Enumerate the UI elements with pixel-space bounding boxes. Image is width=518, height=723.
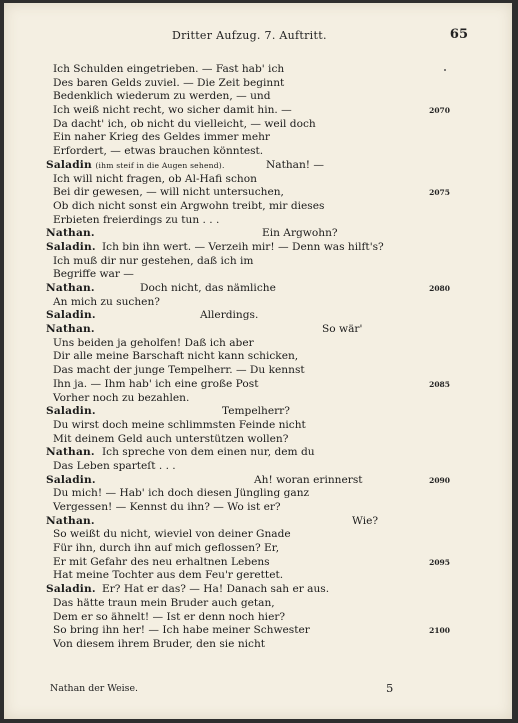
line-text: Dem er so ähnelt! — Ist er denn noch hier?: [53, 610, 286, 623]
line-text: Ihn ja. — Ihm hab' ich eine große Post: [53, 377, 259, 390]
verse-line: [4, 186, 512, 200]
line-text: Er mit Gefahr des neu erhaltnen Lebens: [53, 555, 270, 568]
verse-line: [4, 77, 512, 91]
verse-line: [4, 419, 512, 433]
line-number: 2075: [429, 188, 450, 198]
speech-line: [4, 159, 512, 173]
verse-line: [4, 350, 512, 364]
speech-line: [4, 323, 512, 337]
line-text: Das macht der junge Tempelherr. — Du kennst: [53, 364, 305, 377]
line-text: Das Leben sparteſt . . .: [53, 459, 176, 472]
verse-line: [4, 104, 512, 118]
line-text: An mich zu suchen?: [53, 295, 160, 308]
line-text: So wär': [322, 323, 363, 336]
line-number: 2080: [429, 284, 450, 293]
verse-line: [4, 460, 512, 474]
line-text: Er? Hat er das? — Ha! Danach sah er aus.: [102, 583, 330, 596]
verse-line: [4, 378, 512, 392]
line-text: Ich bin ihn wert. — Verzeih mir! — Denn was hilft's?: [102, 240, 384, 253]
line-text: Ob dich nicht sonst ein Argwohn treibt, mir dieses: [53, 199, 325, 212]
speech-line: [4, 227, 512, 241]
sheet-number: 5: [386, 681, 394, 695]
speech-line: [4, 309, 512, 323]
verse-line: [4, 337, 512, 351]
line-text: Ich will nicht fragen, ob Al-Hafi schon: [53, 172, 257, 185]
page-number: 65: [449, 27, 468, 42]
verse-line: [4, 296, 512, 310]
line-text: Ich spreche von dem einen nur, dem du: [102, 446, 315, 459]
verse-line: [4, 173, 512, 187]
speaker-name: Saladin: [46, 158, 92, 171]
verse-line: [4, 487, 512, 501]
verse-line: [4, 392, 512, 406]
verse-line: [4, 364, 512, 378]
line-text: Bedenklich wiederum zu werden, — und: [53, 90, 271, 103]
line-text: Dir alle meine Barschaft nicht kann schicken,: [53, 350, 299, 363]
line-number: 2100: [429, 626, 450, 636]
line-text: Nathan! —: [266, 158, 325, 171]
stage-direction: (ihm steif in die Augen sehend).: [95, 160, 225, 170]
verse-line: [4, 131, 512, 145]
line-text: Hat meine Tochter aus dem Feu'r gerettet.: [53, 569, 284, 582]
speech-line: [4, 241, 512, 255]
verse-line: [4, 556, 512, 570]
speaker-name: Nathan.: [46, 446, 95, 459]
verse-line: [4, 569, 512, 583]
verse-line: [4, 433, 512, 447]
verse-line: [4, 255, 512, 269]
line-text: Mit deinem Geld auch unterstützen wollen?: [53, 432, 289, 445]
line-text: Allerdings.: [200, 309, 259, 322]
line-text: Ich Schulden eingetrieben. — Fast hab' ich: [53, 63, 285, 75]
line-text: Uns beiden ja geholfen! Daß ich aber: [53, 336, 254, 349]
speech-line: [4, 474, 512, 488]
line-number: 2095: [429, 557, 450, 567]
line-text: So weißt du nicht, wieviel von deiner Gnade: [53, 528, 291, 541]
line-number: 2090: [429, 475, 450, 485]
line-text: Ein Argwohn?: [262, 227, 338, 240]
speaker-name: Saladin.: [46, 240, 96, 253]
verse-line: [4, 624, 512, 638]
line-text: Da dacht' ich, ob nicht du vielleicht, — weil doch: [53, 117, 316, 130]
line-text: Wie?: [352, 514, 379, 527]
speaker-name: Nathan.: [46, 323, 95, 336]
speech-line: [4, 282, 512, 296]
play-text: [4, 63, 512, 652]
verse-line: [4, 528, 512, 542]
speaker-name: Saladin.: [46, 405, 96, 418]
speaker-name: Saladin.: [46, 309, 96, 322]
line-text: Bei dir gewesen, — will nicht untersuchen,: [53, 186, 284, 199]
line-text: Ah! woran erinnerst: [254, 473, 363, 486]
line-text: Vorher noch zu bezahlen.: [53, 391, 190, 404]
line-text: Von diesem ihrem Bruder, den sie nicht: [53, 637, 266, 650]
verse-line: [4, 597, 512, 611]
speaker-name: Saladin.: [46, 583, 96, 596]
verse-line: [4, 200, 512, 214]
speaker-name: Nathan.: [46, 282, 95, 294]
line-text: Tempelherr?: [222, 405, 290, 418]
verse-line: [4, 501, 512, 515]
line-text: Doch nicht, das nämliche: [140, 282, 276, 294]
line-text: Du mich! — Hab' ich doch diesen Jüngling ganz: [53, 487, 310, 500]
line-text: Vergessen! — Kennst du ihn? — Wo ist er?: [53, 501, 281, 513]
page-header: [4, 29, 512, 45]
line-text: Ich muß dir nur gestehen, daß ich im: [53, 254, 254, 267]
line-text: Das hätte traun mein Bruder auch getan,: [53, 596, 275, 609]
line-text: Du wirst doch meine schlimmsten Feinde nicht: [53, 418, 306, 431]
line-number: 2085: [429, 379, 450, 389]
speech-line: [4, 405, 512, 419]
line-text: Ein naher Krieg des Geldes immer mehr: [53, 131, 270, 144]
line-text: Für ihn, durch ihn auf mich geflossen? Er,: [53, 542, 280, 555]
line-text: So bring ihn her! — Ich habe meiner Schwester: [53, 624, 310, 637]
speech-line: [4, 515, 512, 529]
verse-line: [4, 268, 512, 282]
line-number: 2070: [429, 106, 450, 116]
verse-line: [4, 214, 512, 228]
verse-line: [4, 90, 512, 104]
book-page: [4, 3, 512, 719]
running-head: Dritter Aufzug. 7. Auftritt.: [172, 29, 327, 42]
speaker-name: Saladin.: [46, 473, 96, 486]
verse-line: [4, 638, 512, 652]
verse-line: [4, 145, 512, 159]
line-text: Ich weiß nicht recht, wo sicher damit hin. —: [53, 104, 292, 117]
speech-line: [4, 446, 512, 460]
speech-line: [4, 583, 512, 597]
verse-line: [4, 118, 512, 132]
verse-line: [4, 63, 512, 77]
speaker-name: Nathan.: [46, 514, 95, 527]
signature-mark: Nathan der Weise.: [50, 683, 138, 694]
line-text: Erbieten freierdings zu tun . . .: [53, 213, 220, 226]
verse-line: [4, 611, 512, 625]
verse-line: [4, 542, 512, 556]
line-text: Erfordert, — etwas brauchen könntest.: [53, 145, 264, 158]
page-footer: [4, 683, 512, 697]
line-text: Begriffe war —: [53, 268, 134, 281]
speaker-name: Nathan.: [46, 227, 95, 240]
line-text: Des baren Gelds zuviel. — Die Zeit beginnt: [53, 76, 285, 89]
